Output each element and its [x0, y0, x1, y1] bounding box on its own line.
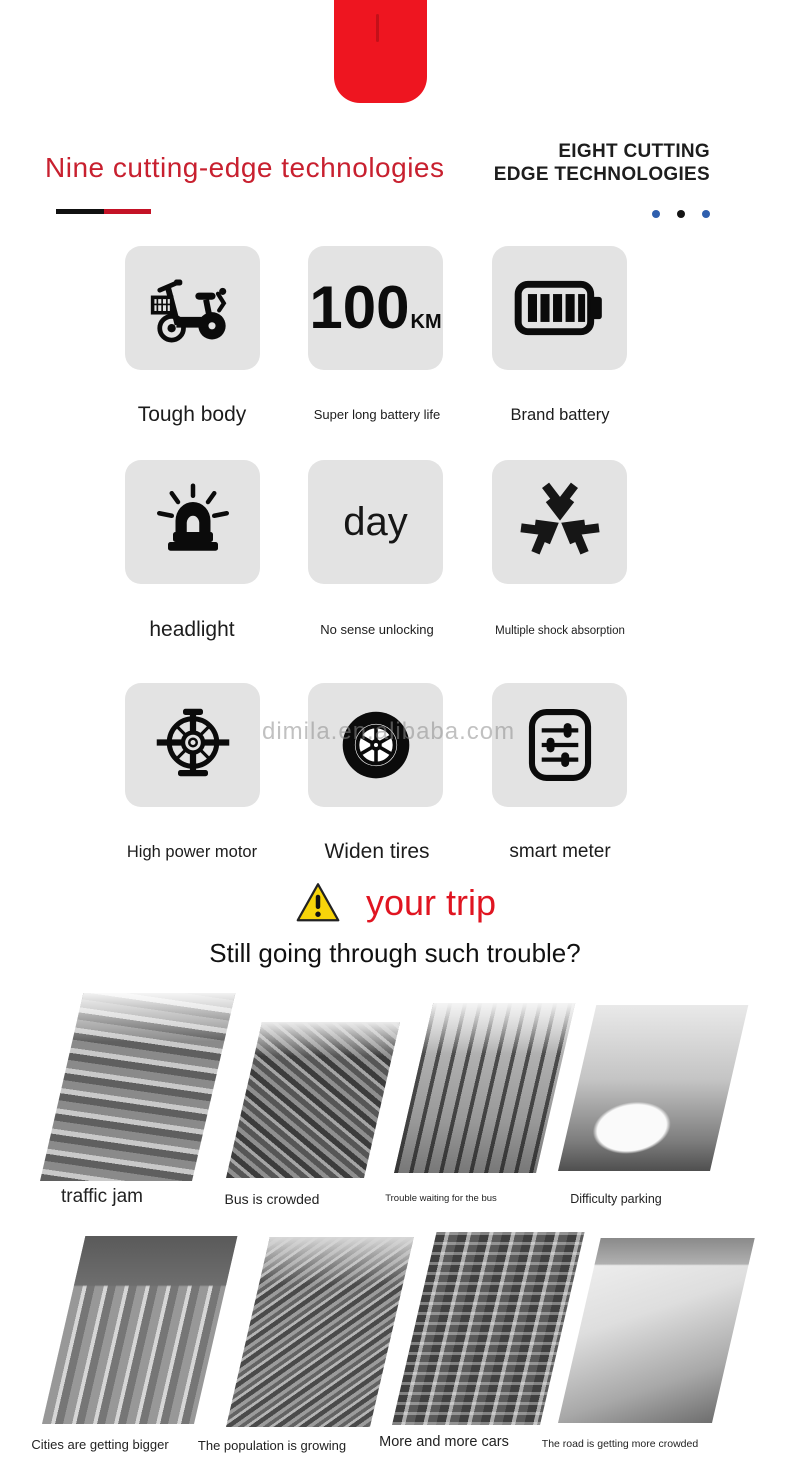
- photo-bus-crowded: [226, 1022, 400, 1178]
- underline-black-segment: [56, 209, 104, 214]
- motor-icon: [153, 705, 233, 785]
- feature-label-headlight: headlight: [149, 618, 235, 641]
- section-title-right: [430, 140, 710, 186]
- photo-difficulty-parking: [558, 1005, 748, 1171]
- trip-banner-text: your trip: [365, 882, 497, 923]
- caption-difficulty-parking: Difficulty parking: [570, 1192, 662, 1206]
- feature-tile-headlight: [125, 460, 260, 584]
- section-title-right-line2: EDGE TECHNOLOGIES: [493, 164, 710, 185]
- red-tab-mark: [376, 14, 379, 42]
- feature-label-tires: Widen tires: [324, 840, 430, 863]
- underline-red-segment: [104, 209, 151, 214]
- dot-black: [677, 210, 685, 218]
- feature-tile-unlocking: [308, 460, 443, 584]
- pagination-dots: [652, 210, 710, 218]
- feature-tile-motor: [125, 683, 260, 807]
- section-title-left: Nine cutting-edge technologies: [45, 152, 445, 183]
- feature-label-smart-meter: smart meter: [509, 841, 611, 862]
- caption-waiting-for-bus: Trouble waiting for the bus: [385, 1193, 497, 1204]
- feature-label-battery-life: Super long battery life: [313, 407, 441, 422]
- caption-bus-crowded: Bus is crowded: [224, 1191, 320, 1207]
- section-title-right-line1: EIGHT CUTTING: [558, 141, 710, 162]
- top-red-tab: [334, 0, 427, 103]
- range-100km-text: [309, 274, 442, 341]
- feature-tile-shock: [492, 460, 627, 584]
- battery-icon: [514, 277, 606, 339]
- feature-label-motor: High power motor: [126, 843, 258, 861]
- range-number: 100: [309, 274, 410, 341]
- day-text: day: [343, 499, 408, 544]
- feature-label-tough-body: Tough body: [137, 403, 247, 426]
- dot-blue-2: [702, 210, 710, 218]
- photo-road-crowded: [558, 1238, 755, 1423]
- feature-tile-tough-body: [125, 246, 260, 370]
- caption-traffic-jam: traffic jam: [60, 1186, 143, 1207]
- sliders-icon: [521, 706, 599, 784]
- shock-absorption-icon: [520, 482, 600, 562]
- feature-tile-brand-battery: [492, 246, 627, 370]
- trouble-heading: Still going through such trouble?: [209, 938, 581, 968]
- photo-more-cars: [392, 1232, 585, 1425]
- range-unit: KM: [410, 311, 442, 333]
- photo-waiting-for-bus: [394, 1003, 575, 1173]
- caption-cities-bigger: Cities are getting bigger: [31, 1437, 169, 1452]
- dot-blue-1: [652, 210, 660, 218]
- feature-label-brand-battery: Brand battery: [510, 406, 610, 424]
- feature-label-shock: Multiple shock absorption: [495, 625, 625, 637]
- warning-triangle-icon: [294, 880, 342, 926]
- caption-population-growing: The population is growing: [197, 1438, 347, 1453]
- watermark-text: dimila.en.alibaba.com: [262, 718, 516, 745]
- photo-population-growing: [226, 1237, 414, 1427]
- title-underline-bar: [56, 209, 151, 214]
- caption-road-crowded: The road is getting more crowded: [541, 1438, 699, 1450]
- trip-warning-banner: [0, 880, 790, 926]
- ebike-icon: [150, 270, 236, 346]
- caption-more-cars: More and more cars: [379, 1434, 509, 1450]
- feature-tile-battery-life: [308, 246, 443, 370]
- photo-cities-bigger: [42, 1236, 237, 1424]
- feature-label-unlocking: No sense unlocking: [320, 622, 434, 637]
- beacon-light-icon: [153, 482, 233, 562]
- photo-traffic-jam: [40, 993, 235, 1181]
